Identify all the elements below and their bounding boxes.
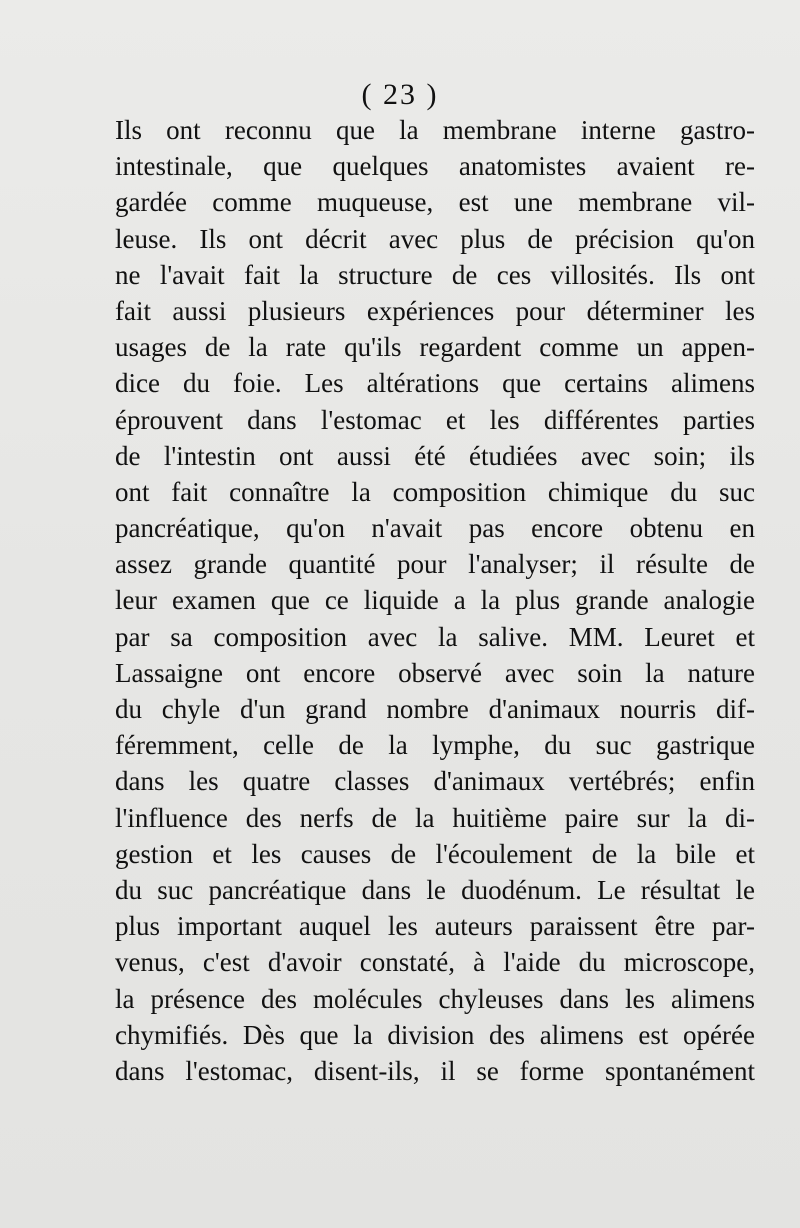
text-line: dans l'estomac, disent-ils, il se forme spontanément	[115, 1055, 755, 1086]
text-line: ne l'avait fait la structure de ces villosités. Ils ont	[115, 259, 755, 290]
text-line: féremment, celle de la lymphe, du suc gastrique	[115, 730, 755, 761]
body-text	[115, 112, 755, 1089]
text-line: assez grande quantité pour l'analyser; il résulte de	[115, 549, 755, 580]
text-line: pancréatique, qu'on n'avait pas encore obtenu en	[115, 513, 755, 544]
text-line: l'influence des nerfs de la huitième paire sur la di-	[115, 802, 755, 833]
text-line: venus, c'est d'avoir constaté, à l'aide du microscope,	[115, 947, 755, 978]
text-line: intestinale, que quelques anatomistes avaient re-	[115, 151, 755, 182]
text-line: fait aussi plusieurs expériences pour déterminer les	[115, 295, 755, 326]
text-line: dice du foie. Les altérations que certains alimens	[115, 368, 755, 399]
text-line: ont fait connaître la composition chimique du suc	[115, 476, 755, 507]
text-line: par sa composition avec la salive. MM. Leuret et	[115, 621, 755, 652]
page-number: ( 23 )	[361, 78, 439, 111]
text-line: du chyle d'un grand nombre d'animaux nourris dif-	[115, 694, 755, 724]
text-line: éprouvent dans l'estomac et les différentes parties	[115, 404, 755, 435]
text-line: leuse. Ils ont décrit avec plus de précision qu'on	[115, 223, 755, 254]
text-line: de l'intestin ont aussi été étudiées avec soin; ils	[115, 440, 755, 471]
text-line: dans les quatre classes d'animaux vertébrés; enfin	[115, 766, 755, 797]
text-line: Lassaigne ont encore observé avec soin la nature	[115, 657, 755, 688]
text-line: la présence des molécules chyleuses dans les alimens	[115, 983, 755, 1014]
text-line: gardée comme muqueuse, est une membrane vil-	[115, 187, 755, 218]
text-line: Ils ont reconnu que la membrane interne gastro-	[115, 115, 755, 145]
text-line: plus important auquel les auteurs paraissent être par-	[115, 911, 755, 942]
text-line: leur examen que ce liquide a la plus grande analogie	[115, 585, 755, 616]
text-line: chymifiés. Dès que la division des alimens est opérée	[115, 1019, 755, 1050]
text-line: gestion et les causes de l'écoulement de la bile et	[115, 838, 755, 869]
text-line: usages de la rate qu'ils regardent comme un appen-	[115, 332, 755, 363]
text-line: du suc pancréatique dans le duodénum. Le résultat le	[115, 874, 755, 905]
